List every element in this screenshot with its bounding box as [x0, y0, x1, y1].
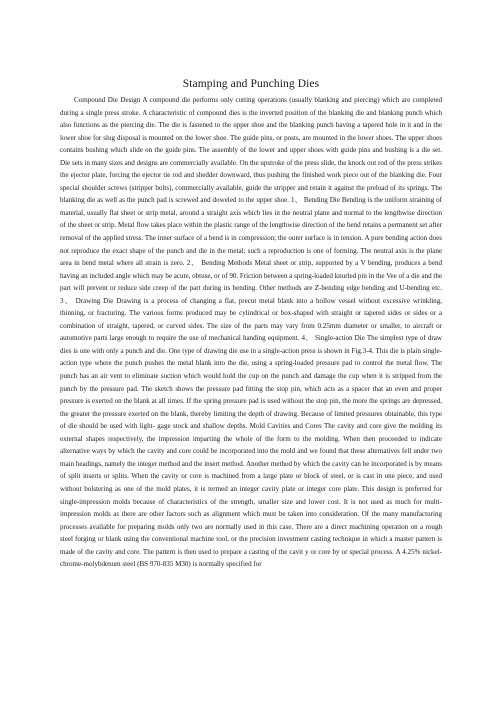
- document-page: [60, 78, 442, 571]
- document-body: Compound Die Design A compound die performs only cutting operations (usually blanking and piercing) which are completed during a single press stroke. A characteristic of compound dies is the inverted position of the blanking die and blanking punch which also functions as the piercing die. The die is fastened to the upper shoe and the blanking punch having a tapered hole in it and in the lower shoe for slug disposal is mounted on the lower shoe. The guide pins, or posts, are mounted in the lower shoes. The upper shoes contains bushing which slide on the guide pins. The assembly of the lower and upper shoes with guide pins and bushing is a die set. Die sets in many sizes and designs are commercially available. On the upstroke of the press slide, the knock out rod of the press strikes the ejector plate, forcing the ejector tie rod and shedder downward, thus pushing the finished work piece out of the blanking die. Four special shoulder screws (stripper bolts), commercially available, guide the stripper and retain it against the preload of its springs. The blanking die as well as the punch pad is screwed and doweled to the upper shoe. 1、 Bending Die Bending is the uniform straining of material, usually flat sheet or strip metal, around a straight axis which lies in the neutral plane and normal to the lengthwise direction of the sheet or strip. Metal flow takes place within the plastic range of the lengthwise direction of the bend retains a permanent set after removal of the applied stress. The inner surface of a bend is in compression; the outer surface is in tension. A pure bending action does not reproduce the exact shape of the punch and die in the metal; such a reproduction is one of forming. The neutral axis is the plane area in bend metal where all strain is zero. 2、 Bending Methods Metal sheet or strip, supported by a V bending, produces a bend having an included angle which may be acute, obtuse, or of 90. Friction between a spring-loaded knurled pin in the Vee of a die and the part will prevent or reduce side creep of the part during its bending. Other methods are Z-bending edge bending and U-bending etc. 3、 Drawing Die Drawing is a process of changing a flat, precut metal blank into a hollow vessel without excessive wrinkling, thinning, or fracturing. The various forms produced may be cylindrical or box-shaped with straight or tapered sides or sides or a combination of straight, tapered, or curved sides. The size of the parts may vary from 0.25mm diameter or smaller, to aircraft or automotive parts large enough to require the use of mechanical handing equipment. 4、 Single-action Die The simplest type of draw dies is one with only a punch and die. One type of drawing die use in a single-action press is shown in Fig.3-4. This die is plain single-action type where the punch pushes the metal blank into the die, using a spring-loaded pressure pad to control the metal flow. The punch has an air vent to eliminate suction which would hold the cup on the punch and damage the cup when it is stripped from the punch by the pressure pad. The sketch shows the pressure pad fitting the stop pin, which acts as a spacer that an even and proper pressure is exerted on the blank at all times. If the spring pressure pad is used without the stop pin, the more the springs are depressed, the greater the pressure exerted on the blank, thereby limiting the depth of drawing. Because of limited pressures obtainable, this type of die should be used with light- gage stock and shallow depths. Mold Cavities and Cores The cavity and core give the molding its external shapes respectively, the impression imparting the whole of the form to the molding. When then proceeded to indicate alternative ways by which the cavity and core could be incorporated into the mold and we found that these alternatives fell under two main headings, namely the integer method and the insert method. Another method by which the cavity can be incorporated is by means of split inserts or splits. When the cavity or core is machined from a large plate or block of steel, or is cast in one piece, and used without bolstering as one of the mold plates, it is termed an integer cavity plate or integer core plate. This design is preferred for single-impression molds because of characteristics of the strength, smaller size and lower cost. It is not used as much for multi-impression molds as there are other factors such as alignment which must be taken into consideration. Of the many manufacturing processes available for preparing molds only two are normally used in this case. There are a direct machining operation on a rough steel forging or blank using the conventional machine tool, or the precision investment casting technique in which a master pattern is made of the cavity and core. The pattern is then used to prepare a casting of the cavit y or core by or special process. A 4.25% nickel-chrome-molybdenum steel (BS 970-835 M30) is normally specified for: [60, 96, 442, 569]
- document-title: Stamping and Punching Dies: [182, 78, 320, 90]
